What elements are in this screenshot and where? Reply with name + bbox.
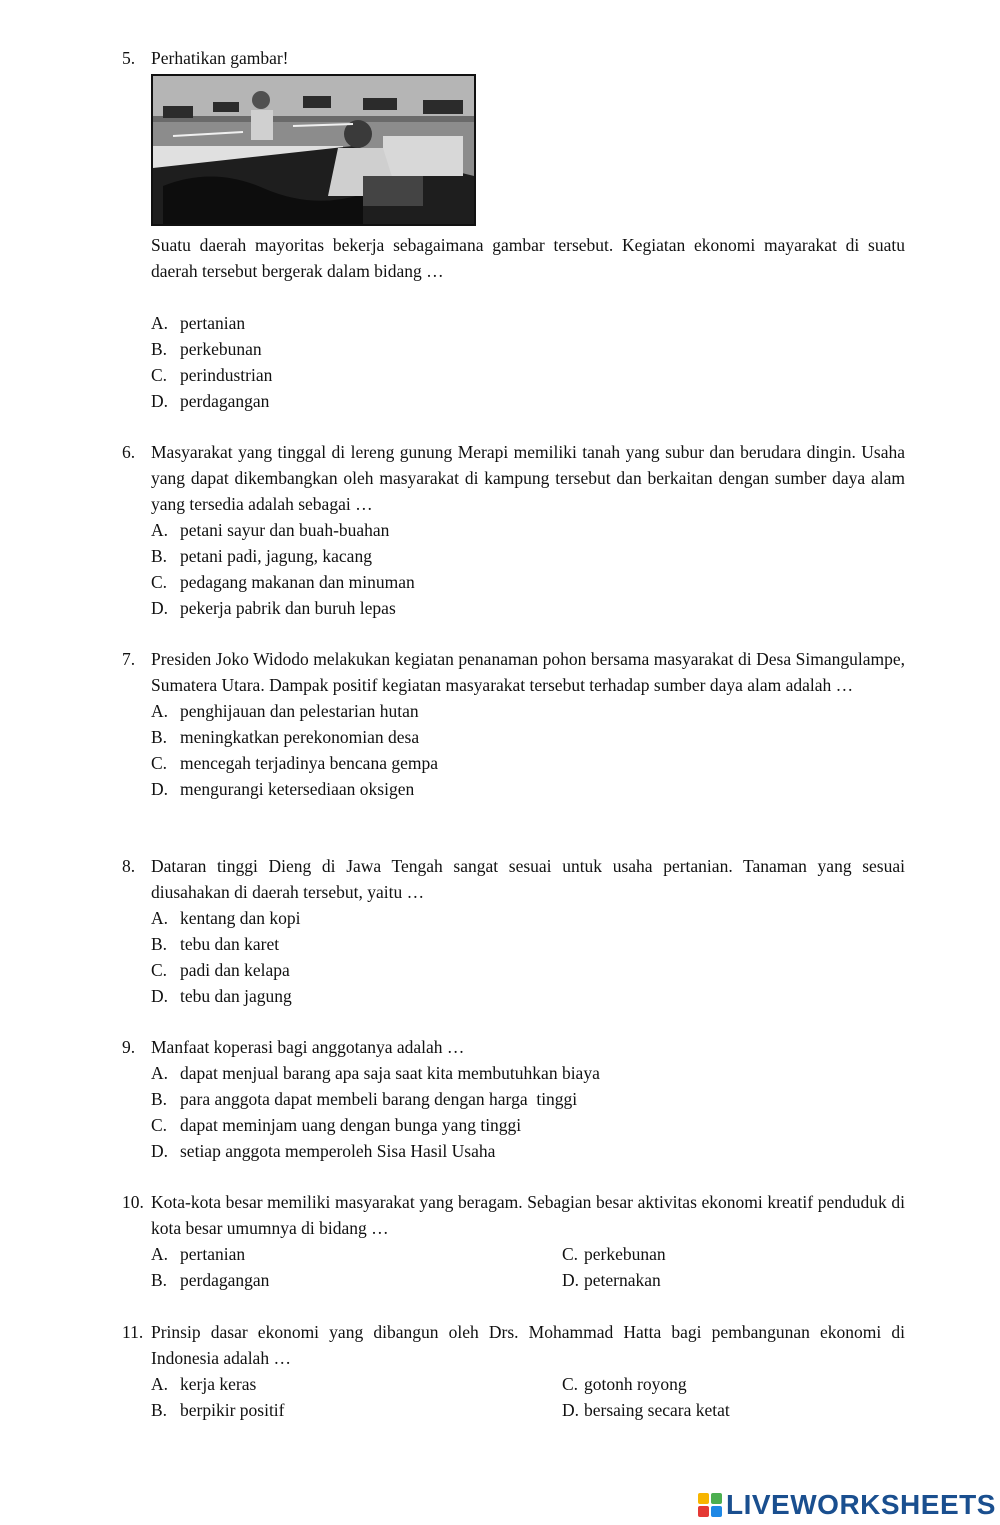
question-number: 11. bbox=[122, 1322, 144, 1342]
option-a[interactable] bbox=[151, 310, 905, 336]
option-a[interactable] bbox=[151, 905, 905, 931]
option-text: gotonh royong bbox=[584, 1374, 687, 1394]
option-letter: C. bbox=[151, 365, 168, 385]
option-text: mencegah terjadinya bencana gempa bbox=[180, 753, 438, 773]
option-a[interactable] bbox=[151, 1371, 256, 1397]
option-letter: D. bbox=[151, 598, 169, 618]
question-number: 10. bbox=[122, 1192, 144, 1212]
option-text: petani padi, jagung, kacang bbox=[180, 546, 372, 566]
option-letter: B. bbox=[151, 934, 168, 954]
option-text: penghijauan dan pelestarian hutan bbox=[180, 701, 419, 721]
logo-square bbox=[698, 1506, 709, 1517]
option-text: meningkatkan perekonomian desa bbox=[180, 727, 420, 747]
option-letter: C. bbox=[151, 1115, 168, 1135]
question-stem: Presiden Joko Widodo melakukan kegiatan penanaman pohon bersama masyarakat di Desa Simangulampe, Sumatera Utara. Dampak positif kegiatan masyarakat tersebut terhadap sumber daya alam adalah … bbox=[151, 649, 905, 695]
option-text: perdagangan bbox=[180, 1270, 270, 1290]
option-text: dapat menjual barang apa saja saat kita membutuhkan biaya bbox=[180, 1063, 600, 1083]
photo-illustration bbox=[153, 76, 474, 224]
option-text: tebu dan jagung bbox=[180, 986, 292, 1006]
option-a[interactable] bbox=[151, 1241, 245, 1267]
option-letter: B. bbox=[151, 546, 168, 566]
option-text: para anggota dapat membeli barang dengan harga tinggi bbox=[180, 1089, 578, 1109]
question-number: 7. bbox=[122, 649, 136, 669]
question-11 bbox=[122, 1319, 905, 1423]
option-letter: C. bbox=[151, 753, 168, 773]
question-6 bbox=[122, 439, 905, 621]
option-letter: A. bbox=[151, 313, 169, 333]
option-c[interactable] bbox=[151, 569, 905, 595]
factory-sewing-workers-photo bbox=[151, 74, 476, 226]
option-b[interactable] bbox=[151, 1267, 269, 1293]
option-text: berpikir positif bbox=[180, 1400, 285, 1420]
option-letter: D. bbox=[151, 391, 169, 411]
option-letter: A. bbox=[151, 701, 169, 721]
option-text: kentang dan kopi bbox=[180, 908, 301, 928]
option-b[interactable] bbox=[151, 931, 905, 957]
option-text: mengurangi ketersediaan oksigen bbox=[180, 779, 415, 799]
option-text: tebu dan karet bbox=[180, 934, 280, 954]
question-number: 6. bbox=[122, 442, 136, 462]
option-c[interactable] bbox=[151, 750, 905, 776]
option-letter: C. bbox=[562, 1374, 579, 1394]
option-letter: A. bbox=[151, 908, 169, 928]
option-letter: C. bbox=[562, 1244, 579, 1264]
option-letter: B. bbox=[151, 1270, 168, 1290]
option-letter: D. bbox=[562, 1270, 580, 1290]
option-a[interactable] bbox=[151, 1060, 905, 1086]
option-a[interactable] bbox=[151, 698, 905, 724]
question-7 bbox=[122, 646, 905, 802]
option-text: setiap anggota memperoleh Sisa Hasil Usaha bbox=[180, 1141, 496, 1161]
option-d[interactable] bbox=[151, 388, 905, 414]
option-letter: D. bbox=[562, 1400, 580, 1420]
question-10 bbox=[122, 1189, 905, 1293]
option-text: petani sayur dan buah-buahan bbox=[180, 520, 390, 540]
question-stem: Prinsip dasar ekonomi yang dibangun oleh Drs. Mohammad Hatta bagi pembangunan ekonomi di Indonesia adalah … bbox=[151, 1322, 905, 1368]
option-c[interactable] bbox=[151, 362, 905, 388]
option-text: perkebunan bbox=[584, 1244, 666, 1264]
option-d[interactable] bbox=[151, 983, 905, 1009]
option-b[interactable] bbox=[151, 543, 905, 569]
logo-square bbox=[698, 1493, 709, 1504]
option-text: kerja keras bbox=[180, 1374, 257, 1394]
liveworksheets-logo bbox=[698, 1488, 996, 1522]
option-b[interactable] bbox=[151, 1086, 905, 1112]
option-c[interactable] bbox=[562, 1371, 687, 1397]
option-b[interactable] bbox=[151, 336, 905, 362]
question-number: 5. bbox=[122, 48, 136, 68]
option-text: padi dan kelapa bbox=[180, 960, 290, 980]
option-text: pertanian bbox=[180, 1244, 246, 1264]
question-stem: Dataran tinggi Dieng di Jawa Tengah sangat sesuai untuk usaha pertanian. Tanaman yang sesuai diusahakan di daerah tersebut, yaitu … bbox=[151, 856, 905, 902]
option-letter: C. bbox=[151, 572, 168, 592]
question-5 bbox=[122, 45, 905, 414]
option-letter: A. bbox=[151, 520, 169, 540]
option-text: pertanian bbox=[180, 313, 246, 333]
options-grid bbox=[151, 1371, 905, 1423]
option-text: perdagangan bbox=[180, 391, 270, 411]
option-letter: B. bbox=[151, 727, 168, 747]
option-letter: A. bbox=[151, 1244, 169, 1264]
option-d[interactable] bbox=[562, 1267, 661, 1293]
option-d[interactable] bbox=[151, 776, 905, 802]
option-letter: D. bbox=[151, 1141, 169, 1161]
question-stem: Masyarakat yang tinggal di lereng gunung Merapi memiliki tanah yang subur dan berudara dingin. Usaha yang dapat dikembangkan oleh masyarakat di kampung tersebut dan berkaitan dengan sumber daya alam yang tersedia adalah sebagai … bbox=[151, 442, 905, 514]
question-note: Suatu daerah mayoritas bekerja sebagaimana gambar tersebut. Kegiatan ekonomi mayarakat di suatu daerah tersebut bergerak dalam bidang … bbox=[151, 235, 905, 281]
option-a[interactable] bbox=[151, 517, 905, 543]
option-text: perkebunan bbox=[180, 339, 262, 359]
option-text: pekerja pabrik dan buruh lepas bbox=[180, 598, 396, 618]
option-c[interactable] bbox=[151, 957, 905, 983]
option-letter: A. bbox=[151, 1374, 169, 1394]
option-text: peternakan bbox=[584, 1270, 661, 1290]
option-d[interactable] bbox=[151, 595, 905, 621]
question-9 bbox=[122, 1034, 905, 1164]
logo-text: LIVEWORKSHEETS bbox=[726, 1489, 996, 1520]
option-d[interactable] bbox=[151, 1138, 905, 1164]
option-text: dapat meminjam uang dengan bunga yang tinggi bbox=[180, 1115, 522, 1135]
option-b[interactable] bbox=[151, 724, 905, 750]
option-letter: B. bbox=[151, 1089, 168, 1109]
option-text: pedagang makanan dan minuman bbox=[180, 572, 415, 592]
question-stem: Manfaat koperasi bagi anggotanya adalah … bbox=[151, 1037, 465, 1057]
options-grid bbox=[151, 1241, 905, 1293]
option-c[interactable] bbox=[562, 1241, 666, 1267]
option-letter: D. bbox=[151, 779, 169, 799]
logo-square bbox=[711, 1506, 722, 1517]
logo-square bbox=[711, 1493, 722, 1504]
question-number: 8. bbox=[122, 856, 136, 876]
question-number: 9. bbox=[122, 1037, 136, 1057]
option-text: perindustrian bbox=[180, 365, 273, 385]
option-b[interactable] bbox=[151, 1397, 285, 1423]
option-d[interactable] bbox=[562, 1397, 730, 1423]
option-c[interactable] bbox=[151, 1112, 905, 1138]
option-letter: D. bbox=[151, 986, 169, 1006]
option-letter: B. bbox=[151, 339, 168, 359]
option-letter: C. bbox=[151, 960, 168, 980]
logo-grid-icon bbox=[698, 1493, 722, 1517]
option-letter: B. bbox=[151, 1400, 168, 1420]
question-8 bbox=[122, 853, 905, 1009]
option-text: bersaing secara ketat bbox=[584, 1400, 730, 1420]
option-letter: A. bbox=[151, 1063, 169, 1083]
question-stem: Kota-kota besar memiliki masyarakat yang beragam. Sebagian besar aktivitas ekonomi kreatif penduduk di kota besar umumnya di bidang … bbox=[151, 1192, 905, 1238]
question-stem: Perhatikan gambar! bbox=[151, 48, 289, 68]
